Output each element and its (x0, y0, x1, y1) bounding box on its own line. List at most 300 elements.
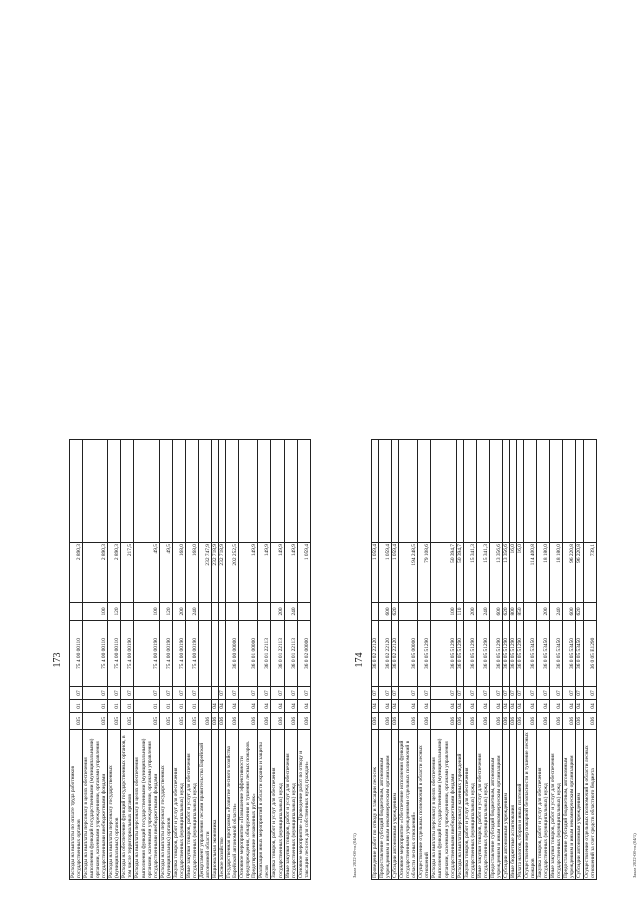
row-name: Расходы на выплаты персоналу государственных (муниципальных) органов (159, 730, 172, 880)
row-name: Департамент управления лесами правительства Еврейской автономной области (198, 730, 211, 880)
row-amount: 18 180,0 (537, 543, 550, 603)
table-row (134, 440, 159, 880)
row-section: 01 (185, 700, 198, 713)
row-target-article: 36 0 02 22120 (379, 621, 392, 687)
table-row (372, 440, 379, 880)
budget-table (69, 439, 311, 880)
row-grbs: 036 (489, 713, 502, 730)
row-amount-2 (185, 440, 198, 543)
row-amount-2 (226, 440, 239, 543)
row-name: Основное мероприятие «Проведение работ по отводу и таксации лесосек для собственных нужд граждан» (297, 730, 310, 880)
row-grbs: 036 (212, 713, 219, 730)
row-name: Иные закупки товаров, работ и услуг для обеспечения государственных (муниципальных) нужд (185, 730, 198, 880)
row-section: 04 (537, 700, 550, 713)
row-subsection: 07 (83, 687, 108, 700)
row-amount: 168,0 (185, 543, 198, 603)
row-subsection: 07 (489, 687, 502, 700)
row-target-article: 36 0 02 22120 (372, 621, 379, 687)
row-target-article (212, 621, 219, 687)
row-section (198, 700, 211, 713)
row-amount-2 (456, 440, 463, 543)
row-expense-type: 240 (476, 603, 489, 621)
row-expense-type (226, 603, 239, 621)
row-amount: 49,5 (134, 543, 159, 603)
row-amount: 202 252,5 (226, 543, 239, 603)
row-grbs: 036 (563, 713, 576, 730)
row-target-article: 36 0 01 22113 (271, 621, 284, 687)
row-name: Субсидии автономным учреждениям (502, 730, 509, 880)
row-subsection: 07 (284, 687, 297, 700)
row-amount-2 (489, 440, 502, 543)
row-amount-2 (70, 440, 83, 543)
row-grbs: 036 (399, 713, 418, 730)
page-number: 173 (52, 652, 63, 668)
row-section: 04 (509, 700, 516, 713)
row-target-article: 36 0 05 53450 (563, 621, 576, 687)
row-target-article: 75 4 00 00110 (70, 621, 83, 687)
row-subsection: 07 (70, 687, 83, 700)
row-name: Иные бюджетные ассигнования (509, 730, 516, 880)
row-grbs: 035 (185, 713, 198, 730)
row-grbs: 036 (583, 713, 596, 730)
row-target-article: 36 0 05 51290 (418, 621, 431, 687)
row-grbs: 036 (456, 713, 463, 730)
row-target-article: 75 4 00 00190 (134, 621, 159, 687)
row-expense-type: 200 (271, 603, 284, 621)
table-row (172, 440, 185, 880)
row-target-article: 36 0 05 51290 (463, 621, 476, 687)
row-amount: 50 394,7 (456, 543, 463, 603)
table-row (212, 440, 219, 880)
row-name: Уплата налогов, сборов и иных платежей (517, 730, 524, 880)
row-section: 04 (399, 700, 418, 713)
table-row (418, 440, 431, 880)
row-subsection: 07 (418, 687, 431, 700)
row-grbs: 035 (172, 713, 185, 730)
row-subsection: 07 (502, 687, 509, 700)
row-subsection: 07 (550, 687, 563, 700)
row-section: 04 (226, 700, 239, 713)
row-expense-type (399, 603, 418, 621)
row-amount: 232 747,9 (198, 543, 211, 603)
row-section: 04 (502, 700, 509, 713)
row-amount-2 (431, 440, 456, 543)
row-grbs: 035 (121, 713, 134, 730)
table-row (108, 440, 121, 880)
row-grbs: 036 (550, 713, 563, 730)
row-subsection: 07 (576, 687, 583, 700)
row-amount: 15 341,3 (476, 543, 489, 603)
row-amount: 2 890,3 (70, 543, 83, 603)
row-amount-2 (583, 440, 596, 543)
row-target-article: 36 0 05 51290 (456, 621, 463, 687)
row-target-article: 36 0 05 51290 (502, 621, 509, 687)
row-expense-type (121, 603, 134, 621)
row-expense-type: 620 (392, 603, 399, 621)
table-row (392, 440, 399, 880)
row-expense-type (583, 603, 596, 621)
row-expense-type: 800 (509, 603, 516, 621)
row-section: 04 (476, 700, 489, 713)
row-amount: 50 394,7 (431, 543, 456, 603)
row-amount: 1 059,4 (372, 543, 379, 603)
row-amount: 16,0 (517, 543, 524, 603)
row-name: Предоставление субсидий бюджетным, автономным учреждениям и иным некоммерческим организациям (379, 730, 392, 880)
row-subsection: 07 (537, 687, 550, 700)
row-name: Реализация иных мероприятий в области охраны и защиты лесов (258, 730, 271, 880)
table-row (258, 440, 271, 880)
row-amount: 739,1 (583, 543, 596, 603)
row-name: Расходы на выплаты персоналу в целях обеспечения выполнения функций государственными (муниципальными) органами, казенными учреждениями, органами управления государственными внебюджетными фондами (83, 730, 108, 880)
row-amount: 13 356,6 (489, 543, 502, 603)
row-expense-type: 120 (159, 603, 172, 621)
row-expense-type: 200 (463, 603, 476, 621)
row-amount-2 (392, 440, 399, 543)
row-amount-2 (563, 440, 576, 543)
table-row (239, 440, 258, 880)
row-name: Субсидии автономным учреждениям (576, 730, 583, 880)
row-amount: 168,0 (172, 543, 185, 603)
row-amount-2 (172, 440, 185, 543)
table-row (70, 440, 83, 880)
row-name: Расходы на выплаты персоналу казенных учреждений (456, 730, 463, 880)
page-173 (52, 440, 352, 880)
row-section: 04 (456, 700, 463, 713)
row-subsection: 07 (219, 687, 226, 700)
row-subsection: 07 (431, 687, 456, 700)
row-amount-2 (379, 440, 392, 543)
row-amount: 49,5 (159, 543, 172, 603)
row-amount: 2 890,3 (83, 543, 108, 603)
row-amount-2 (418, 440, 431, 543)
row-grbs: 036 (509, 713, 516, 730)
row-target-article: 36 0 05 53450 (576, 621, 583, 687)
row-grbs: 035 (159, 713, 172, 730)
row-section: 04 (258, 700, 271, 713)
row-target-article: 36 0 05 53450 (550, 621, 563, 687)
row-amount-2 (284, 440, 297, 543)
row-subsection: 07 (108, 687, 121, 700)
row-grbs: 035 (134, 713, 159, 730)
row-section: 04 (379, 700, 392, 713)
row-grbs: 036 (418, 713, 431, 730)
row-amount: 114 400,8 (524, 543, 537, 603)
row-amount: 15 341,3 (463, 543, 476, 603)
row-name: Закупка товаров, работ и услуг для обеспечения государственных (муниципальных) нужд (537, 730, 550, 880)
row-subsection: 07 (172, 687, 185, 700)
row-target-article: 36 0 05 E1290 (583, 621, 596, 687)
row-section: 01 (172, 700, 185, 713)
table-row (399, 440, 418, 880)
row-expense-type: 100 (431, 603, 456, 621)
row-grbs: 036 (372, 713, 379, 730)
row-amount-2 (198, 440, 211, 543)
table-row (219, 440, 226, 880)
row-target-article: 36 0 02 22120 (392, 621, 399, 687)
row-target-article: 36 0 01 00000 (239, 621, 258, 687)
row-expense-type: 120 (108, 603, 121, 621)
row-target-article (219, 621, 226, 687)
row-subsection: 07 (524, 687, 537, 700)
row-target-article: 36 0 05 53450 (524, 621, 537, 687)
table-row (576, 440, 583, 880)
row-amount: 96 220,8 (563, 543, 576, 603)
row-expense-type: 620 (502, 603, 509, 621)
row-subsection: 07 (239, 687, 258, 700)
row-subsection: 07 (258, 687, 271, 700)
table-row (198, 440, 211, 880)
row-section: 04 (517, 700, 524, 713)
row-name: Закупка товаров, работ и услуг для обеспечения государственных (муниципальных) нужд (271, 730, 284, 880)
row-subsection: 07 (463, 687, 476, 700)
row-target-article: 75 4 00 00190 (185, 621, 198, 687)
row-amount-2 (517, 440, 524, 543)
row-expense-type (418, 603, 431, 621)
row-amount-2 (372, 440, 379, 543)
table-row (537, 440, 550, 880)
budget-table (371, 439, 597, 880)
row-amount: 1 059,4 (392, 543, 399, 603)
row-expense-type (524, 603, 537, 621)
row-section: 04 (271, 700, 284, 713)
row-amount-2 (239, 440, 258, 543)
row-expense-type (239, 603, 258, 621)
table-row (121, 440, 134, 880)
row-expense-type (70, 603, 83, 621)
row-amount-2 (509, 440, 516, 543)
row-section: 04 (463, 700, 476, 713)
table-row (489, 440, 502, 880)
row-amount-2 (537, 440, 550, 543)
table-row (550, 440, 563, 880)
row-amount-2 (399, 440, 418, 543)
print-order-footer: Заказ 2022-08-гл.(04/1) (352, 833, 357, 878)
row-name: Осуществление отдельных полномочий в области лесных отношений за счет средств областного бюджета (583, 730, 596, 880)
row-subsection: 07 (379, 687, 392, 700)
row-expense-type: 620 (576, 603, 583, 621)
row-section: 04 (297, 700, 310, 713)
table-row (297, 440, 310, 880)
row-name: Расходы на выплаты персоналу государственных (муниципальных) органов (108, 730, 121, 880)
row-section: 01 (121, 700, 134, 713)
row-amount-2 (108, 440, 121, 543)
row-amount: 194 248,5 (399, 543, 418, 603)
table-row (83, 440, 108, 880)
row-target-article: 36 0 02 00000 (297, 621, 310, 687)
row-amount-2 (297, 440, 310, 543)
row-amount-2 (550, 440, 563, 543)
table-row (159, 440, 172, 880)
row-name: Расходы на выплаты персоналу в целях обеспечения выполнения функций государственными (муниципальными) органами, казенными учреждениями, органами управления государственными внебюджетными фондами (134, 730, 159, 880)
row-amount-2 (212, 440, 219, 543)
row-target-article: 75 4 00 00110 (83, 621, 108, 687)
row-grbs: 036 (463, 713, 476, 730)
row-subsection: 07 (456, 687, 463, 700)
row-subsection: 07 (476, 687, 489, 700)
row-grbs: 036 (576, 713, 583, 730)
row-name: Расходы на обеспечение функций государственных органов, в том числе территориальных органов (121, 730, 134, 880)
row-section: 04 (418, 700, 431, 713)
row-expense-type (198, 603, 211, 621)
row-section: 04 (489, 700, 502, 713)
row-expense-type: 240 (284, 603, 297, 621)
row-amount-2 (576, 440, 583, 543)
row-name: Осуществление мер пожарной безопасности и тушение лесных пожаров (524, 730, 537, 880)
row-expense-type (372, 603, 379, 621)
row-amount: 79 108,6 (418, 543, 431, 603)
row-name: Иные закупки товаров, работ и услуг для обеспечения государственных (муниципальных) нужд (476, 730, 489, 880)
row-expense-type: 600 (489, 603, 502, 621)
row-subsection: 07 (509, 687, 516, 700)
row-grbs: 036 (258, 713, 271, 730)
row-grbs: 036 (431, 713, 456, 730)
table-row (476, 440, 489, 880)
row-section: 04 (524, 700, 537, 713)
row-section: 04 (239, 700, 258, 713)
row-expense-type: 240 (185, 603, 198, 621)
table-row (463, 440, 476, 880)
row-grbs: 036 (198, 713, 211, 730)
row-amount: 232 718,9 (219, 543, 226, 603)
row-section: 01 (159, 700, 172, 713)
row-subsection: 07 (297, 687, 310, 700)
row-name: Осуществление отдельных полномочий в области лесных отношений (418, 730, 431, 880)
row-name: Расходы на выплаты по оплате труда работников государственных органов (70, 730, 83, 880)
row-name: Закупка товаров, работ и услуг для обеспечения государственных (муниципальных) нужд (463, 730, 476, 880)
table-row (502, 440, 509, 880)
row-target-article: 36 0 05 51290 (517, 621, 524, 687)
row-grbs: 036 (537, 713, 550, 730)
row-amount: 217,5 (121, 543, 134, 603)
row-amount-2 (83, 440, 108, 543)
row-section: 04 (284, 700, 297, 713)
row-grbs: 036 (219, 713, 226, 730)
row-amount: 1 059,4 (379, 543, 392, 603)
row-target-article: 36 0 05 51290 (509, 621, 516, 687)
row-amount-2 (121, 440, 134, 543)
row-amount: 232 718,9 (212, 543, 219, 603)
row-amount-2 (463, 440, 476, 543)
row-amount: 2 890,3 (108, 543, 121, 603)
row-amount: 96 220,8 (576, 543, 583, 603)
row-grbs: 036 (239, 713, 258, 730)
row-subsection: 07 (372, 687, 379, 700)
row-subsection (198, 687, 211, 700)
row-target-article: 75 4 00 00190 (159, 621, 172, 687)
row-amount-2 (159, 440, 172, 543)
page-number: 174 (354, 652, 365, 668)
row-target-article (198, 621, 211, 687)
row-subsection: 07 (271, 687, 284, 700)
row-grbs: 036 (284, 713, 297, 730)
row-subsection: 07 (159, 687, 172, 700)
row-section: 04 (212, 700, 219, 713)
row-grbs: 036 (226, 713, 239, 730)
row-grbs: 036 (476, 713, 489, 730)
row-amount: 149,9 (271, 543, 284, 603)
row-amount-2 (219, 440, 226, 543)
row-name: Иные закупки товаров, работ и услуг для обеспечения государственных (муниципальных) нужд (550, 730, 563, 880)
row-section: 04 (550, 700, 563, 713)
row-target-article: 36 0 05 51290 (431, 621, 456, 687)
row-section: 04 (563, 700, 576, 713)
row-amount-2 (502, 440, 509, 543)
table-row (379, 440, 392, 880)
row-subsection: 07 (185, 687, 198, 700)
row-expense-type: 200 (172, 603, 185, 621)
row-subsection: 07 (134, 687, 159, 700)
table-row (524, 440, 537, 880)
row-amount-2 (271, 440, 284, 543)
row-name: Субсидии автономным учреждениям (392, 730, 399, 880)
row-grbs: 036 (379, 713, 392, 730)
row-section: 04 (583, 700, 596, 713)
row-name: Предоставление субсидий бюджетным, автономным учреждениям и иным некоммерческим организациям (563, 730, 576, 880)
row-expense-type (258, 603, 271, 621)
row-expense-type (212, 603, 219, 621)
row-amount-2 (134, 440, 159, 543)
row-section: 04 (392, 700, 399, 713)
row-amount: 13 356,6 (502, 543, 509, 603)
row-grbs: 036 (392, 713, 399, 730)
row-amount-2 (258, 440, 271, 543)
row-amount: 149,9 (258, 543, 271, 603)
table-row (563, 440, 576, 880)
row-target-article: 75 4 00 00190 (121, 621, 134, 687)
row-subsection (212, 687, 219, 700)
row-section: 01 (70, 700, 83, 713)
row-subsection: 07 (121, 687, 134, 700)
row-name: Закупка товаров, работ и услуг для обеспечения государственных (муниципальных) нужд (172, 730, 185, 880)
row-amount-2 (524, 440, 537, 543)
row-grbs: 035 (108, 713, 121, 730)
row-grbs: 035 (83, 713, 108, 730)
row-subsection: 07 (392, 687, 399, 700)
row-grbs: 036 (517, 713, 524, 730)
row-name: Иные закупки товаров, работ и услуг для обеспечения государственных (муниципальных) нужд (284, 730, 297, 880)
row-target-article: 36 0 05 51290 (476, 621, 489, 687)
row-target-article: 75 4 00 00110 (108, 621, 121, 687)
row-name: Государственная программа «Развитие лесного хозяйства Еврейской автономной области» (226, 730, 239, 880)
row-expense-type (219, 603, 226, 621)
row-amount: 18 180,0 (550, 543, 563, 603)
row-amount-2 (476, 440, 489, 543)
row-amount: 1 059,4 (297, 543, 310, 603)
table-row (284, 440, 297, 880)
row-section: 01 (83, 700, 108, 713)
row-name: Основное мероприятие «Обеспечение исполнения функций государственными учреждениями отдельных полномочий в области лесных отношений» (399, 730, 418, 880)
row-target-article: 36 0 05 51290 (489, 621, 502, 687)
row-expense-type: 110 (456, 603, 463, 621)
print-order-footer: Заказ 2022-08-гл.(04/1) (632, 833, 637, 878)
row-expense-type: 600 (563, 603, 576, 621)
row-name: Основное мероприятие «Повышение эффективности предупреждения, обнаружения и тушения лесных пожаров. Предотвращение незаконных рубок» (239, 730, 258, 880)
table-row (509, 440, 516, 880)
row-name: Национальная экономика (212, 730, 219, 880)
row-section: 04 (431, 700, 456, 713)
row-target-article: 36 0 05 00000 (399, 621, 418, 687)
page-174 (354, 440, 639, 880)
row-expense-type: 200 (537, 603, 550, 621)
row-expense-type: 100 (83, 603, 108, 621)
row-name: Лесное хозяйство (219, 730, 226, 880)
row-expense-type (297, 603, 310, 621)
row-section: 04 (576, 700, 583, 713)
row-target-article: 36 0 00 00000 (226, 621, 239, 687)
row-section: 01 (108, 700, 121, 713)
row-subsection: 07 (226, 687, 239, 700)
table-row (431, 440, 456, 880)
